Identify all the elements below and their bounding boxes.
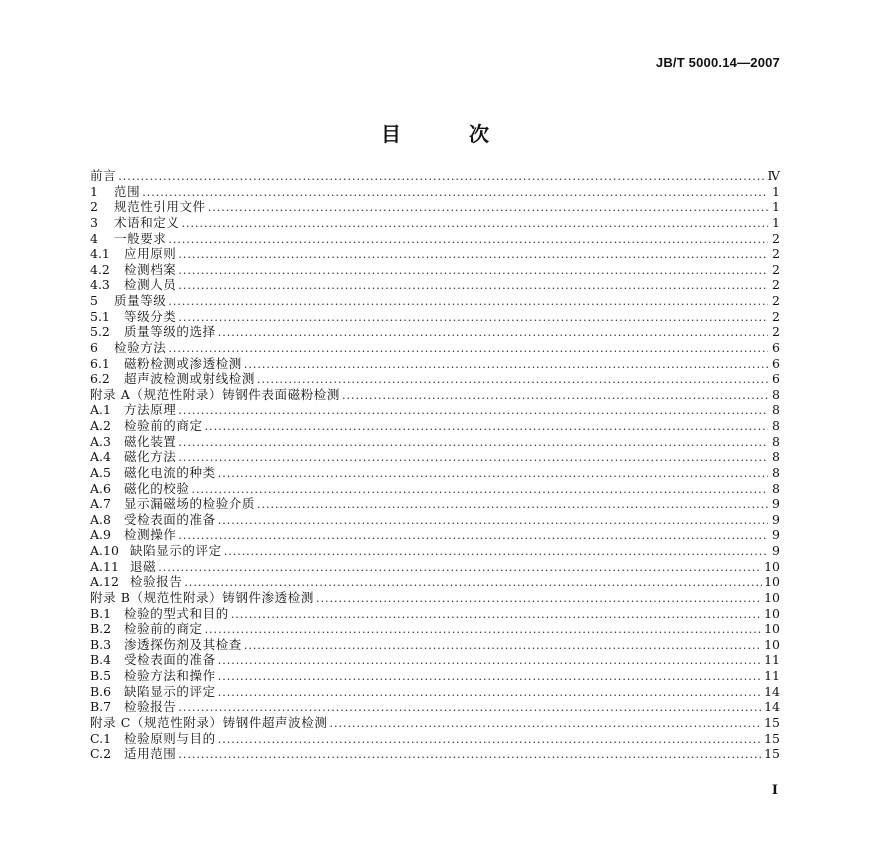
toc-entry-page: 10 bbox=[764, 605, 780, 621]
toc-entry-page: 2 bbox=[772, 230, 780, 246]
toc-entry bbox=[90, 606, 780, 622]
toc-entry-label: 附录 A（规范性附录）铸钢件表面磁粉检测 bbox=[90, 386, 341, 402]
toc-entry-number: A.10 bbox=[90, 543, 119, 558]
toc-entry bbox=[90, 418, 780, 434]
toc-entry-page: 10 bbox=[764, 574, 780, 590]
toc-entry-number: B.6 bbox=[90, 683, 112, 699]
dot-leader bbox=[218, 669, 762, 685]
toc-entry-label: 检验前的商定 bbox=[124, 418, 203, 433]
toc-entry-page: 9 bbox=[772, 511, 780, 527]
toc-entry-number: B.3 bbox=[90, 636, 112, 652]
toc-entry-label: 检验方法和操作 bbox=[124, 668, 216, 683]
toc-entry-label: 缺陷显示的评定 bbox=[124, 683, 216, 699]
toc-entry-page: 15 bbox=[764, 714, 780, 730]
toc-entry-number: 3 bbox=[90, 214, 98, 230]
toc-entry-number: 4.1 bbox=[90, 246, 110, 262]
toc-entry-page: 14 bbox=[764, 699, 780, 715]
toc-entry-page: 2 bbox=[772, 308, 780, 324]
toc-entry-page: 2 bbox=[772, 293, 780, 308]
toc-entry-label: 一般要求 bbox=[114, 230, 167, 246]
toc-entry-label: 范围 bbox=[114, 183, 141, 199]
toc-entry bbox=[90, 215, 780, 231]
toc-entry-page: 2 bbox=[772, 324, 780, 340]
dot-leader bbox=[257, 372, 768, 388]
toc-entry bbox=[90, 465, 780, 481]
toc-entry bbox=[90, 574, 780, 590]
dot-leader bbox=[218, 325, 768, 341]
dot-leader bbox=[178, 700, 762, 716]
toc-entry bbox=[90, 168, 780, 184]
toc-entry-page: 8 bbox=[772, 433, 780, 449]
dot-leader bbox=[178, 403, 768, 419]
dot-leader bbox=[218, 513, 768, 529]
toc-entry-label: 检验前的商定 bbox=[124, 621, 203, 637]
toc-entry-page: 10 bbox=[764, 589, 780, 605]
toc-entry-label: 检测操作 bbox=[124, 527, 177, 543]
toc-entry-number: 5.2 bbox=[90, 324, 110, 340]
toc-entry-page: 1 bbox=[772, 214, 780, 230]
toc-entry-number: A.12 bbox=[90, 574, 119, 590]
toc-entry bbox=[90, 199, 780, 215]
toc-entry-label: 检验报告 bbox=[130, 574, 183, 590]
toc-entry bbox=[90, 309, 780, 325]
toc-entry-number: A.5 bbox=[90, 464, 111, 480]
toc-entry-label: 检测人员 bbox=[124, 277, 177, 293]
toc-entry bbox=[90, 652, 780, 668]
toc-entry-label: 应用原则 bbox=[124, 246, 177, 262]
toc-entry bbox=[90, 684, 780, 700]
toc-entry bbox=[90, 231, 780, 247]
toc-entry bbox=[90, 590, 780, 606]
toc-entry-page: 8 bbox=[772, 449, 780, 465]
toc-entry-page: 14 bbox=[764, 683, 780, 699]
toc-entry-label: 磁化电流的种类 bbox=[124, 464, 216, 480]
toc-entry-page: 6 bbox=[772, 339, 780, 355]
dot-leader bbox=[178, 435, 768, 451]
toc-entry bbox=[90, 637, 780, 653]
toc-entry-label: 适用范围 bbox=[124, 746, 177, 762]
dot-leader bbox=[142, 185, 768, 201]
toc-entry bbox=[90, 277, 780, 293]
toc-entry-number: A.8 bbox=[90, 511, 111, 527]
toc-entry-page: 8 bbox=[772, 480, 780, 496]
toc-entry-number: 4 bbox=[90, 230, 98, 246]
toc-entry-page: 2 bbox=[772, 277, 780, 293]
toc-entry-number: A.11 bbox=[90, 558, 119, 574]
toc-entry-page: 8 bbox=[772, 418, 780, 433]
dot-leader bbox=[244, 638, 762, 654]
dot-leader bbox=[178, 450, 768, 466]
dot-leader bbox=[316, 591, 762, 607]
toc-entry-number: 6.1 bbox=[90, 355, 110, 371]
toc-entry-number: C.1 bbox=[90, 730, 112, 746]
toc-entry bbox=[90, 184, 780, 200]
toc-entry-label: 渗透探伤剂及其检查 bbox=[124, 636, 242, 652]
toc-entry-number: 1 bbox=[90, 183, 98, 199]
toc-entry-label: 检验原则与目的 bbox=[124, 730, 216, 746]
table-of-contents bbox=[90, 168, 780, 762]
toc-entry-label: 受检表面的准备 bbox=[124, 511, 216, 527]
toc-entry bbox=[90, 543, 780, 559]
toc-entry bbox=[90, 449, 780, 465]
toc-entry-number: A.4 bbox=[90, 449, 111, 465]
dot-leader bbox=[218, 732, 762, 748]
dot-leader bbox=[224, 544, 768, 560]
toc-entry-page: 1 bbox=[772, 199, 780, 215]
toc-entry-page: 8 bbox=[772, 386, 780, 402]
dot-leader bbox=[168, 232, 768, 248]
toc-entry bbox=[90, 402, 780, 418]
toc-entry-number: 6 bbox=[90, 339, 98, 355]
toc-entry-number: A.9 bbox=[90, 527, 111, 543]
toc-entry-number: A.3 bbox=[90, 433, 111, 449]
toc-entry bbox=[90, 512, 780, 528]
toc-entry-number: 4.3 bbox=[90, 277, 110, 293]
dot-leader bbox=[168, 341, 768, 357]
toc-entry-page: 2 bbox=[772, 261, 780, 277]
toc-entry-number: B.2 bbox=[90, 621, 112, 637]
dot-leader bbox=[342, 388, 768, 404]
page-title: 目 次 bbox=[381, 122, 513, 146]
toc-entry-label: 磁化方法 bbox=[124, 449, 177, 465]
toc-entry-label: 磁化装置 bbox=[124, 433, 177, 449]
toc-entry-page: Ⅳ bbox=[767, 168, 780, 183]
toc-entry bbox=[90, 324, 780, 340]
toc-entry-label: 质量等级的选择 bbox=[124, 324, 216, 340]
dot-leader bbox=[158, 560, 762, 576]
toc-entry-number: B.7 bbox=[90, 699, 112, 715]
toc-entry bbox=[90, 731, 780, 747]
toc-entry-page: 11 bbox=[764, 652, 780, 668]
toc-entry-page: 10 bbox=[764, 558, 780, 574]
toc-entry-label: 附录 B（规范性附录）铸钢件渗透检测 bbox=[90, 589, 314, 605]
toc-entry-page: 10 bbox=[764, 636, 780, 652]
toc-entry-label: 检验方法 bbox=[114, 339, 167, 355]
dot-leader bbox=[218, 685, 762, 701]
dot-leader bbox=[178, 747, 762, 763]
toc-entry-number: B.4 bbox=[90, 652, 112, 668]
dot-leader bbox=[168, 294, 768, 310]
toc-entry-page: 2 bbox=[772, 246, 780, 262]
dot-leader bbox=[244, 357, 768, 373]
toc-entry-page: 6 bbox=[772, 371, 780, 387]
toc-entry bbox=[90, 481, 780, 497]
toc-entry-number: 4.2 bbox=[90, 261, 110, 277]
toc-entry-page: 10 bbox=[764, 621, 780, 637]
toc-entry-label: 缺陷显示的评定 bbox=[130, 543, 222, 558]
dot-leader bbox=[205, 622, 762, 638]
toc-entry bbox=[90, 340, 780, 356]
toc-entry bbox=[90, 527, 780, 543]
toc-entry-label: 超声波检测或射线检测 bbox=[124, 371, 256, 387]
toc-entry-page: 8 bbox=[772, 464, 780, 480]
toc-entry-label: 磁化的校验 bbox=[124, 480, 190, 496]
dot-leader bbox=[257, 497, 768, 513]
toc-entry-label: 术语和定义 bbox=[114, 214, 180, 230]
dot-leader bbox=[208, 200, 768, 216]
toc-entry bbox=[90, 387, 780, 403]
toc-entry-page: 15 bbox=[764, 746, 780, 762]
dot-leader bbox=[231, 607, 762, 623]
toc-entry-number: C.2 bbox=[90, 746, 112, 762]
dot-leader bbox=[184, 575, 762, 591]
dot-leader bbox=[218, 466, 768, 482]
dot-leader bbox=[178, 310, 768, 326]
dot-leader bbox=[218, 653, 762, 669]
toc-entry-label: 受检表面的准备 bbox=[124, 652, 216, 668]
standard-code: JB/T 5000.14—2007 bbox=[655, 55, 780, 70]
toc-entry-number: 5 bbox=[90, 293, 98, 308]
toc-entry-number: B.5 bbox=[90, 668, 112, 683]
toc-entry-label: 前言 bbox=[90, 168, 117, 183]
toc-entry bbox=[90, 262, 780, 278]
page-number: I bbox=[771, 783, 778, 798]
toc-entry bbox=[90, 293, 780, 309]
toc-entry bbox=[90, 434, 780, 450]
toc-entry-label: 等级分类 bbox=[124, 308, 177, 324]
dot-leader bbox=[118, 169, 765, 185]
toc-entry-number: A.1 bbox=[90, 402, 111, 418]
toc-entry bbox=[90, 371, 780, 387]
toc-entry bbox=[90, 699, 780, 715]
toc-entry-label: 质量等级 bbox=[114, 293, 167, 308]
toc-entry-label: 检验的型式和目的 bbox=[124, 605, 229, 621]
dot-leader bbox=[205, 419, 768, 435]
dot-leader bbox=[329, 716, 762, 732]
dot-leader bbox=[178, 528, 768, 544]
toc-entry-number: A.7 bbox=[90, 496, 111, 512]
toc-entry bbox=[90, 356, 780, 372]
toc-entry-page: 15 bbox=[764, 730, 780, 746]
toc-entry-number: 5.1 bbox=[90, 308, 110, 324]
toc-entry bbox=[90, 715, 780, 731]
dot-leader bbox=[178, 247, 768, 263]
toc-entry-label: 检测档案 bbox=[124, 261, 177, 277]
toc-entry-page: 8 bbox=[772, 402, 780, 418]
dot-leader bbox=[182, 216, 768, 232]
toc-entry-number: A.2 bbox=[90, 418, 111, 433]
toc-entry-label: 检验报告 bbox=[124, 699, 177, 715]
toc-entry-label: 附录 C（规范性附录）铸钢件超声波检测 bbox=[90, 714, 328, 730]
toc-entry-page: 1 bbox=[772, 183, 780, 199]
dot-leader bbox=[192, 482, 768, 498]
toc-entry-page: 6 bbox=[772, 355, 780, 371]
toc-entry bbox=[90, 246, 780, 262]
toc-entry-label: 规范性引用文件 bbox=[114, 199, 206, 215]
toc-entry-page: 11 bbox=[764, 668, 780, 683]
toc-entry-number: 2 bbox=[90, 199, 98, 215]
toc-entry-label: 方法原理 bbox=[124, 402, 177, 418]
toc-entry-page: 9 bbox=[772, 543, 780, 558]
dot-leader bbox=[178, 278, 768, 294]
toc-entry-page: 9 bbox=[772, 496, 780, 512]
toc-entry-number: A.6 bbox=[90, 480, 111, 496]
toc-entry-number: B.1 bbox=[90, 605, 112, 621]
toc-entry-label: 退磁 bbox=[130, 558, 157, 574]
toc-entry bbox=[90, 559, 780, 575]
toc-entry-label: 磁粉检测或渗透检测 bbox=[124, 355, 242, 371]
toc-entry-page: 9 bbox=[772, 527, 780, 543]
toc-entry bbox=[90, 668, 780, 684]
toc-entry bbox=[90, 496, 780, 512]
dot-leader bbox=[178, 263, 768, 279]
toc-entry-label: 显示漏磁场的检验介质 bbox=[124, 496, 256, 512]
toc-entry-number: 6.2 bbox=[90, 371, 110, 387]
toc-entry bbox=[90, 746, 780, 762]
toc-entry bbox=[90, 621, 780, 637]
